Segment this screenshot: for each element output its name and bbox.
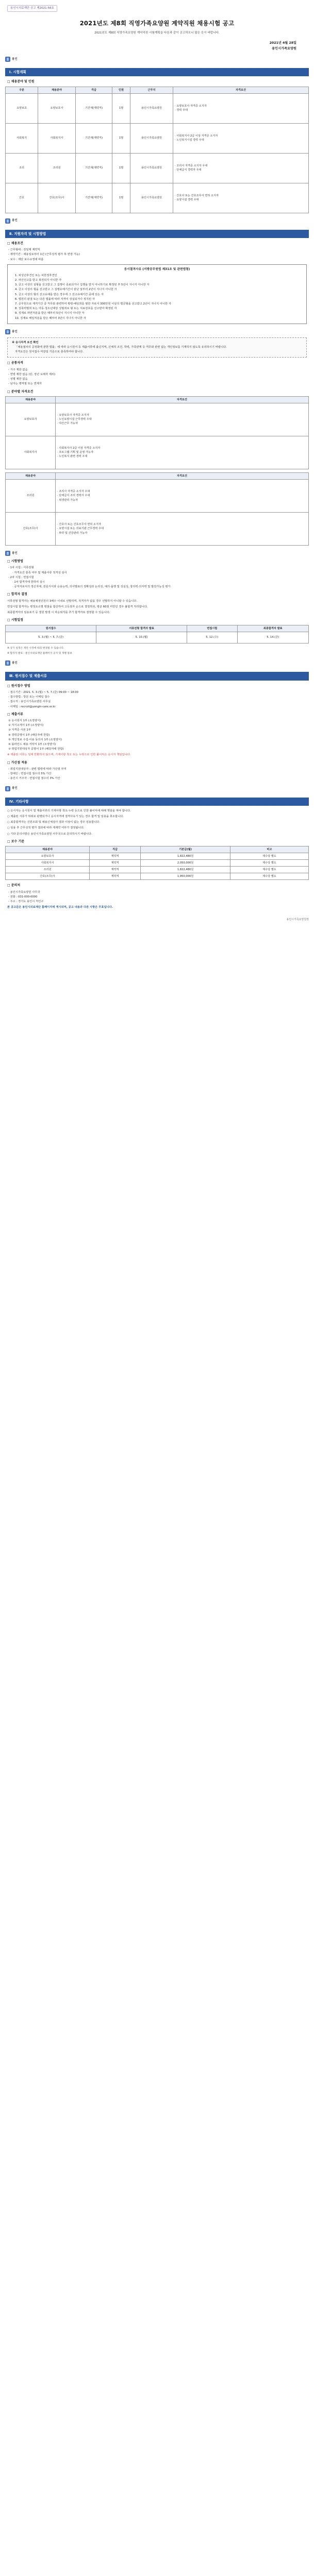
condition-item: - 근무형태 : 전일제 계약직 [8, 248, 40, 252]
condition-item: - 계약기간 : 채용일로부터 1년 (근무성적 평가 후 연장 가능) [8, 253, 80, 257]
salary-subheading: □ 보수 기준 [7, 839, 25, 843]
doc-item: ① 응시원서 1부 (소정양식) [8, 719, 41, 723]
doc-item: ⑥ 블라인드 채용 서약서 1부 (소정양식) [8, 743, 56, 747]
logo-row [5, 57, 309, 62]
method-item: - 1차 시험 : 서류전형 [8, 566, 34, 570]
section-2-heading: Ⅱ. 지원자격 및 시험방법 [5, 230, 309, 238]
disqualification-title: 응시결격사유 (지방공무원법 제31조 및 관련법령) [124, 267, 190, 271]
common-subheading: □ 공통자격 [7, 361, 23, 365]
disqualification-item: 3. 금고 이상의 실형을 선고받고 그 집행이 종료되거나 집행을 받지 아니하기로 확정된 후 5년이 지나지 아니한 자 [15, 283, 150, 287]
col-header: 직급 [76, 87, 112, 93]
common-item: - 남자는 병역필 또는 면제자 [8, 382, 42, 386]
apply-item: - 접수방법 : 방문 또는 이메일 접수 [8, 696, 50, 699]
logo-row [5, 660, 309, 666]
condition-item: - 보수 : 재단 보수규정에 따름 [8, 258, 44, 261]
salary-cell: 1,822,480원 [141, 853, 230, 860]
table-row [6, 860, 309, 867]
cell-count: 1명 [112, 123, 130, 153]
cell-requirement: · 요양보호사 자격증 소지자 · 경력 우대 [173, 93, 309, 123]
cell-place: 용인시가족요양원 [130, 123, 173, 153]
cell-requirement: · 사회복지사 2급 이상 자격증 소지자 · 프로그램 기획 및 운영 가능자 · 노인복지 관련 경력 우대 [56, 436, 309, 469]
disqualification-item: 1. 피성년후견인 또는 피한정후견인 [15, 274, 57, 277]
schedule-value: 5. 12.(수) [187, 632, 237, 643]
col-header: 자격요건 [173, 87, 309, 93]
apply-item: - 접수처 : 용인시가족요양원 사무실 [8, 700, 51, 704]
disqualification-item: 7. 공무원으로 재직기간 중 직무와 관련하여 횡령·배임죄를 범한 자로서 300만원 이상의 벌금형을 선고받고 2년이 지나지 아니한 자 [15, 302, 171, 306]
table-row [6, 853, 309, 860]
disqualification-item: 2. 파산선고를 받고 복권되지 아니한 자 [15, 279, 62, 282]
method-item: · 공직자로서의 정신자세, 전문지식과 응용능력, 의사발표의 정확성과 논리성, 예의·품행 및 성실성, 창의력·의지력 및 발전가능성 평가 [12, 585, 171, 589]
closing-text: 본 공고문은 용인시의료재단 홈페이지에 게시되며, 공고 내용과 다른 사항은 무효입니다. [7, 906, 113, 909]
salary-cell: 1,822,480원 [141, 867, 230, 873]
section-1-heading: Ⅰ. 시험계획 [5, 68, 309, 76]
disqualification-item: 5. 금고 이상의 형의 선고유예를 받은 경우에 그 선고유예기간 중에 있는 자 [15, 293, 104, 296]
common-item: - 연령 제한 없음 (단, 정년 도래자 제외) [8, 372, 56, 376]
salary-cell: 제수당 별도 [230, 853, 308, 860]
misc-item: ○ 기타 문의사항은 용인시가족요양원 사무국으로 문의하시기 바랍니다. [7, 832, 92, 836]
cell-field: 사회복지사 [38, 123, 76, 153]
cell-place: 용인시가족요양원 [130, 183, 173, 213]
salary-cell: 1,950,000원 [141, 873, 230, 880]
footer-issuer: 용인시가족요양원장 [286, 918, 309, 921]
salary-cell: 간호(조무)사 [6, 873, 90, 880]
requirements-subheading: □ 분야별 자격요건 [7, 389, 34, 394]
logo-icon [5, 551, 10, 556]
schedule-value: 5. 14.(금) [237, 632, 308, 643]
cell-field: 조리원 [38, 153, 76, 183]
col-header: 최종합격자 발표 [237, 625, 308, 632]
table-row [6, 436, 309, 469]
bonus-subheading: □ 가산점 적용 [7, 760, 27, 765]
salary-cell: 제수당 별도 [230, 867, 308, 873]
logo-text: 용인 [12, 551, 18, 555]
salary-cell: 조리원 [6, 867, 90, 873]
logo-icon [5, 329, 10, 334]
notice-box [7, 337, 307, 358]
disqualification-item: 9. 징계로 파면처분을 받은 때부터 5년이 지나지 아니한 자 [15, 312, 85, 315]
salary-cell: 제수당 별도 [230, 860, 308, 867]
rule-item: 최종합격자의 임용포기 등 결원 발생 시 차순위자를 추가 합격자로 결정할 수 있습니다. [7, 611, 110, 615]
bonus-item: - 용인시 거주자 : 면접시험 점수의 3% 가산 [8, 777, 60, 781]
cell-category: 사회복지 [6, 123, 38, 153]
disqualification-item: 10. 징계로 해임처분을 받은 때부터 3년이 지나지 아니한 자 [15, 316, 86, 320]
salary-table [5, 846, 309, 880]
salary-cell: 요양보호사 [6, 853, 90, 860]
misc-item: ○ 제출된 서류가 허위로 판명되거나 응시자격에 결격사유가 있는 경우 합격 및 임용을 취소합니다. [7, 815, 124, 818]
col-header: 서류전형 합격자 발표 [96, 625, 187, 632]
cell-field: 조리원 [6, 480, 56, 513]
disqualification-item: 6. 법원의 판결 또는 다른 법률에 따라 자격이 상실되거나 정지된 자 [15, 297, 95, 301]
col-header: 구분 [6, 87, 38, 93]
schedule-value: 5. 3.(월) ~ 5. 7.(금) [6, 632, 96, 643]
method-subheading: □ 시험방법 [7, 560, 23, 563]
table-row [6, 513, 309, 546]
logo-row [5, 786, 309, 791]
col-header: 자격요건 [56, 472, 309, 479]
cell-field: 간호(조무)사 [6, 513, 56, 546]
cell-count: 1명 [112, 93, 130, 123]
doc-item: ③ 자격증 사본 1부 [8, 728, 31, 732]
notice-title: ※ 응시자격 요건 확인 [12, 341, 39, 344]
cell-place: 용인시가족요양원 [130, 93, 173, 123]
notice-date: 2021년 4월 28일 [269, 41, 296, 45]
salary-cell: 2,050,000원 [141, 860, 230, 867]
logo-row [5, 551, 309, 556]
salary-cell: 계약직 [89, 873, 140, 880]
notice-number-tag: 용인시의료재단 공고 제2021-56호 [7, 5, 57, 12]
cell-field: 사회복지사 [6, 436, 56, 469]
date-block [5, 40, 296, 52]
cell-requirement: · 조리사 자격증 소지자 우대 · 단체급식 경력자 우대 [173, 153, 309, 183]
logo-icon [5, 786, 10, 791]
salary-cell: 계약직 [89, 860, 140, 867]
doc-item: ④ 경력증명서 1부 (해당자에 한함) [8, 733, 50, 737]
cell-requirement: · 사회복지사 2급 이상 자격증 소지자 · 노인복지시설 경력 우대 [173, 123, 309, 153]
cell-grade: 기간제(계약직) [76, 153, 112, 183]
salary-cell: 계약직 [89, 853, 140, 860]
col-header: 채용분야 [6, 846, 90, 853]
misc-item: ○ 임용 후 근무성적 평가 결과에 따라 재계약 여부가 결정됩니다. [7, 826, 85, 830]
docs-subheading: □ 제출서류 [7, 712, 23, 716]
cell-category: 간호 [6, 183, 38, 213]
salary-cell: 사회복지사 [6, 860, 90, 867]
contact-subheading: □ 문의처 [7, 884, 21, 888]
table-row [6, 183, 309, 213]
contact-item: - 전화 : 031-000-0000 [8, 895, 38, 899]
section-3-heading: Ⅲ. 원서접수 및 제출서류 [5, 672, 309, 680]
page-title: 2021년도 제8회 직영가족요양원 계약직원 채용시험 공고 [79, 19, 235, 27]
logo-text: 용인 [12, 330, 18, 333]
logo-icon [5, 57, 10, 62]
section-4-heading: Ⅳ. 기타사항 [5, 798, 309, 806]
cell-grade: 기간제(계약직) [76, 123, 112, 153]
notice-item: 「채용절차의 공정화에 관한 법률」에 따라 응시원서 등 제출서류에 출신지역, 신체적 조건, 학력, 가족관계 등 직무와 관련 없는 개인정보를 기재하지 않도록 유의하시기 바랍니다. [15, 346, 227, 349]
table-row [6, 632, 309, 643]
logo-row [5, 329, 309, 334]
disqualification-box [7, 264, 307, 324]
doc-item: ⑤ 개인정보 수집·이용 동의서 1부 (소정양식) [8, 738, 62, 741]
col-header: 채용분야 [38, 87, 76, 93]
common-item: - 거주 제한 없음 [8, 368, 28, 371]
cell-requirement: · 요양보호사 자격증 소지자 · 노인요양시설 근무경력 우대 · 야간근무 가능자 [56, 403, 309, 436]
rules-subheading: □ 합격자 결정 [7, 592, 27, 597]
col-header: 채용분야 [6, 472, 56, 479]
apply-item: - 접수기간 : 2021. 5. 3.(월) ~ 5. 7.(금) 09:00 ~ 18:00 [8, 690, 78, 694]
cell-place: 용인시가족요양원 [130, 153, 173, 183]
intro-text: 2021년도 제8회 직영가족요양원 계약직원 시험계획을 다음과 같이 공고하오니 많은 응시 바랍니다. [94, 31, 220, 35]
col-header: 면접시험 [187, 625, 237, 632]
salary-cell: 제수당 별도 [230, 873, 308, 880]
cell-requirement: · 조리사 자격증 소지자 우대 · 단체급식 조리 경력자 우대 · 위생관리 가능자 [56, 480, 309, 513]
schedule-value: 5. 10.(월) [96, 632, 187, 643]
col-header: 원서접수 [6, 625, 96, 632]
doc-item: ⑦ 취업지원대상자 증명서 1부 (해당자에 한함) [8, 748, 64, 751]
table-row [6, 867, 309, 873]
conditions-subheading: □ 채용조건 [7, 241, 23, 245]
cell-count: 1명 [112, 183, 130, 213]
common-item: - 성별 제한 없음 [8, 378, 28, 381]
cell-requirement: · 간호사 또는 간호조무사 면허 소지자 · 요양시설 경력 우대 [173, 183, 309, 213]
logo-icon [5, 660, 10, 666]
rule-item: 서류전형 합격자는 채용예정인원의 3배수 이내로 선발하며, 적격자가 없을 경우 선발하지 아니할 수 있습니다. [7, 599, 138, 603]
col-header: 비고 [230, 846, 308, 853]
cell-count: 1명 [112, 153, 130, 183]
cell-field: 간호(조무)사 [38, 183, 76, 213]
contact-item: - 용인시가족요양원 사무국 [8, 890, 40, 894]
doc-item: ② 자기소개서 1부 (소정양식) [8, 724, 44, 727]
col-header: 기본급(월) [141, 846, 230, 853]
cell-category: 요양보호 [6, 93, 38, 123]
misc-item: ○ 최종합격자는 신원조회 및 채용신체검사 결과 이상이 없는 경우 임용합니다. [7, 821, 101, 824]
salary-cell: 계약직 [89, 867, 140, 873]
cell-requirement: · 간호사 또는 간호조무사 면허 소지자 · 요양시설 또는 의료기관 근무경력 우대 · 투약 및 건강관리 가능자 [56, 513, 309, 546]
cell-field: 요양보호사 [6, 403, 56, 436]
document-page [5, 0, 309, 932]
col-header: 직급 [89, 846, 140, 853]
apply-item: - 이메일 : recruit@yongin-care.or.kr [8, 705, 56, 708]
schedule-note: ※ 상기 일정은 재단 사정에 따라 변경될 수 있습니다. [7, 647, 64, 650]
method-item: · 1차 합격자에 한하여 실시 [12, 580, 45, 584]
bonus-item: - 장애인 : 면접시험 점수의 5% 가산 [8, 772, 52, 776]
logo-text: 용인 [12, 57, 18, 61]
cell-field: 요양보호사 [38, 93, 76, 123]
logo-icon [5, 218, 10, 224]
col-header: 채용분야 [6, 396, 56, 403]
table-row [6, 480, 309, 513]
disqualification-item: 8. 성폭력범죄 또는 아동·청소년대상 성범죄로 형 또는 치료감호를 선고받아 확정된 자 [15, 307, 117, 311]
contact-item: - 주소 : 경기도 용인시 처인구 [8, 900, 44, 904]
bonus-item: - 취업지원대상자 : 관련 법령에 따라 가산점 부여 [8, 767, 67, 771]
disqualification-item: 4. 금고 이상의 형을 선고받고 그 집행유예기간이 끝난 날부터 2년이 지나지 아니한 자 [15, 288, 117, 292]
method-item: · 자격요건 충족 여부 및 제출서류 적격성 심사 [12, 571, 67, 574]
apply-subheading: □ 원서접수 방법 [7, 684, 30, 688]
recruit-table [5, 87, 309, 213]
requirements-table-2 [5, 472, 309, 546]
schedule-table [5, 625, 309, 643]
table-row [6, 93, 309, 123]
logo-text: 용인 [12, 219, 18, 223]
requirements-table [5, 396, 309, 469]
table-row [6, 153, 309, 183]
logo-text: 용인 [12, 662, 18, 665]
notice-issuer: 용인시가족요양원 [272, 46, 296, 50]
schedule-note: ※ 합격자 발표 : 용인시의료재단 홈페이지 공지 및 개별 통보 [7, 652, 72, 655]
col-header: 인원 [112, 87, 130, 93]
col-header: 근무지 [130, 87, 173, 93]
misc-item: ○ 응시자는 응시원서 및 제출서류의 기재사항 착오·누락 등으로 인한 불이익에 대해 책임을 져야 합니다. [7, 809, 131, 812]
table-row [6, 873, 309, 880]
cell-category: 조리 [6, 153, 38, 183]
method-item: - 2차 시험 : 면접시험 [8, 575, 34, 579]
logo-text: 용인 [12, 787, 18, 790]
col-header: 자격요건 [56, 396, 309, 403]
cell-grade: 기간제(계약직) [76, 183, 112, 213]
doc-note: ※ 제출된 서류는 일체 반환하지 않으며, 기재사항 착오 또는 누락으로 인한 불이익은 응시자 책임입니다. [7, 753, 131, 757]
table-row [6, 403, 309, 436]
logo-row [5, 218, 309, 224]
schedule-subheading: □ 시험일정 [7, 618, 23, 622]
rule-item: 면접시험 합격자는 평정요소별 평점을 합산하여 고득점자 순으로 결정하되, 평균 60점 미만인 경우 불합격 처리합니다. [7, 605, 148, 608]
table-row [6, 123, 309, 153]
recruit-field-subheading: □ 채용분야 및 인원 [7, 80, 35, 84]
notice-item: 자격요건은 원서접수 마감일 기준으로 충족하여야 합니다. [15, 350, 84, 354]
cell-grade: 기간제(계약직) [76, 93, 112, 123]
